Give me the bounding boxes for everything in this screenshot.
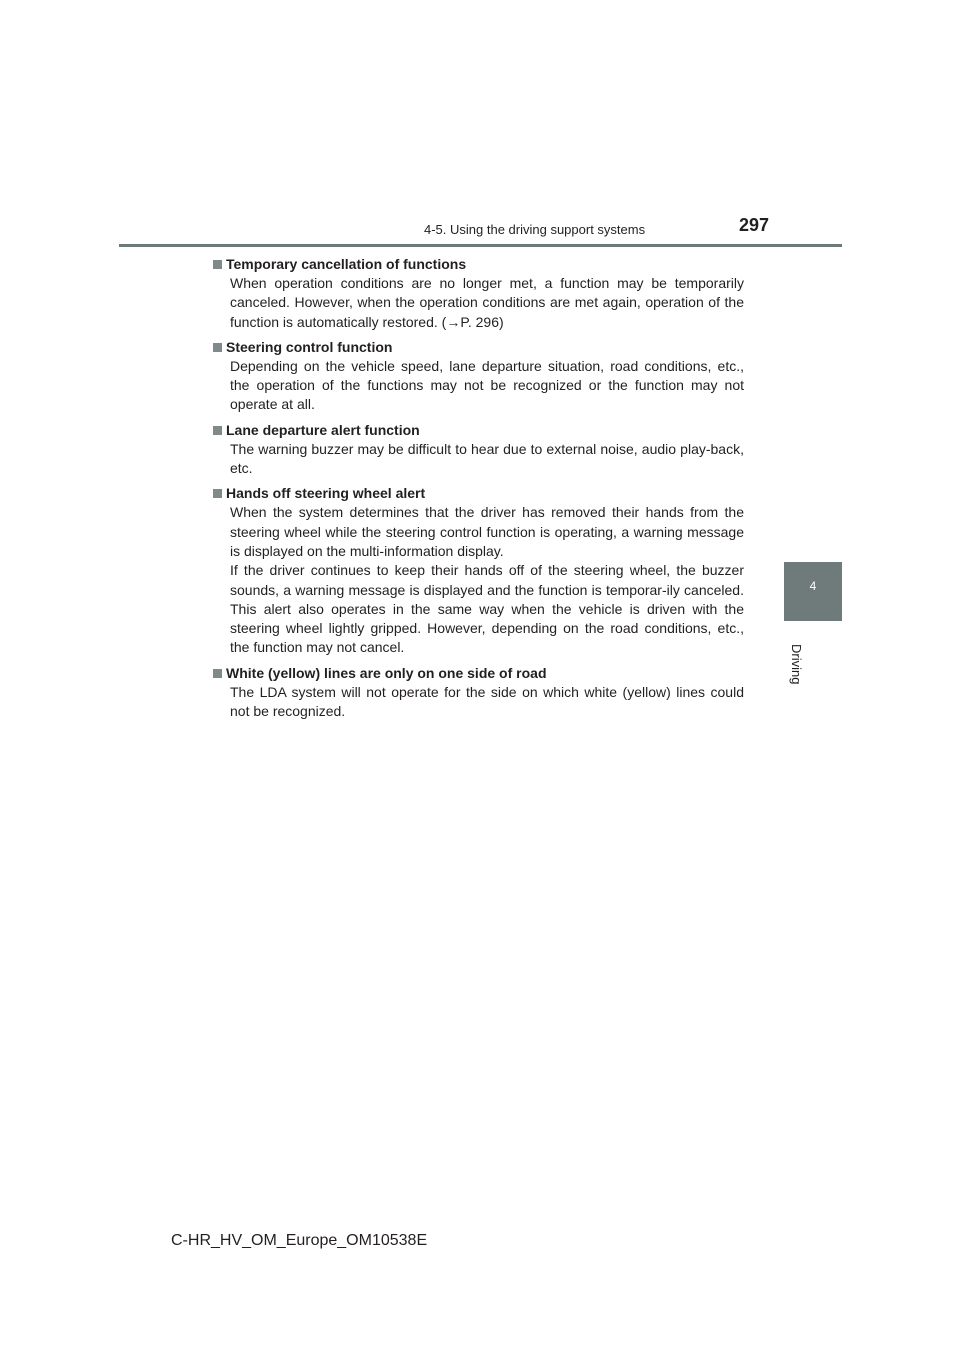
- section-body: [230, 503, 744, 657]
- square-bullet-icon: [213, 426, 222, 435]
- section-heading: [213, 484, 744, 503]
- header-divider: [119, 244, 842, 247]
- footer-document-code: C-HR_HV_OM_Europe_OM10538E: [171, 1232, 428, 1249]
- section-body: [230, 440, 744, 479]
- section-temporary-cancellation: [213, 255, 744, 332]
- square-bullet-icon: [213, 669, 222, 678]
- paragraph: Depending on the vehicle speed, lane departure situation, road conditions, etc., the operation of the functions may not be recognized or the function may not operate at all.: [230, 357, 744, 413]
- section-heading-text: Temporary cancellation of functions: [226, 256, 467, 272]
- square-bullet-icon: [213, 343, 222, 352]
- section-heading-text: Steering control function: [226, 338, 393, 355]
- paragraph: The LDA system will not operate for the side on which white (yellow) lines could not be recognized.: [230, 683, 744, 720]
- section-hands-off-alert: [213, 484, 744, 657]
- section-lane-departure-alert: [213, 421, 744, 479]
- chapter-title: Driving: [789, 644, 804, 685]
- page-content: [213, 255, 744, 727]
- section-heading: [213, 664, 744, 683]
- section-body: [230, 357, 744, 415]
- paragraph: When the system determines that the driver has removed their hands from the steering wheel while the steering control function is operating, a warning message is displayed on the multi-information display.: [230, 504, 744, 559]
- section-heading-text: Lane departure alert function: [226, 421, 420, 438]
- section-heading: [213, 338, 744, 357]
- section-body: [230, 274, 744, 332]
- section-white-yellow-lines: [213, 664, 744, 722]
- header-section-title: 4-5. Using the driving support systems: [424, 222, 646, 237]
- square-bullet-icon: [213, 489, 222, 498]
- paragraph: The warning buzzer may be difficult to hear due to external noise, audio play-back, etc.: [230, 440, 744, 477]
- section-heading: [213, 255, 744, 274]
- paragraph: If the driver continues to keep their hands off of the steering wheel, the buzzer sounds, a warning message is displayed and the function is temporar-ily canceled. This alert also operates in the same way when the vehicle is driven with the steering wheel lightly gripped. However, depending on the road conditions, etc., the function may not cancel.: [230, 562, 744, 656]
- chapter-number: 4: [809, 579, 817, 593]
- paragraph: When operation conditions are no longer met, a function may be temporarily canceled. However, when the operation conditions are met again, operation of the function is automatically restored. (→P. 296): [230, 275, 744, 330]
- section-steering-control: [213, 338, 744, 415]
- section-heading-text: White (yellow) lines are only on one side of road: [226, 664, 547, 681]
- chapter-tab: [784, 562, 842, 621]
- section-body: [230, 683, 744, 722]
- page-number: 297: [739, 215, 770, 235]
- square-bullet-icon: [213, 260, 222, 269]
- section-heading: [213, 421, 744, 440]
- section-heading-text: Hands off steering wheel alert: [226, 485, 426, 502]
